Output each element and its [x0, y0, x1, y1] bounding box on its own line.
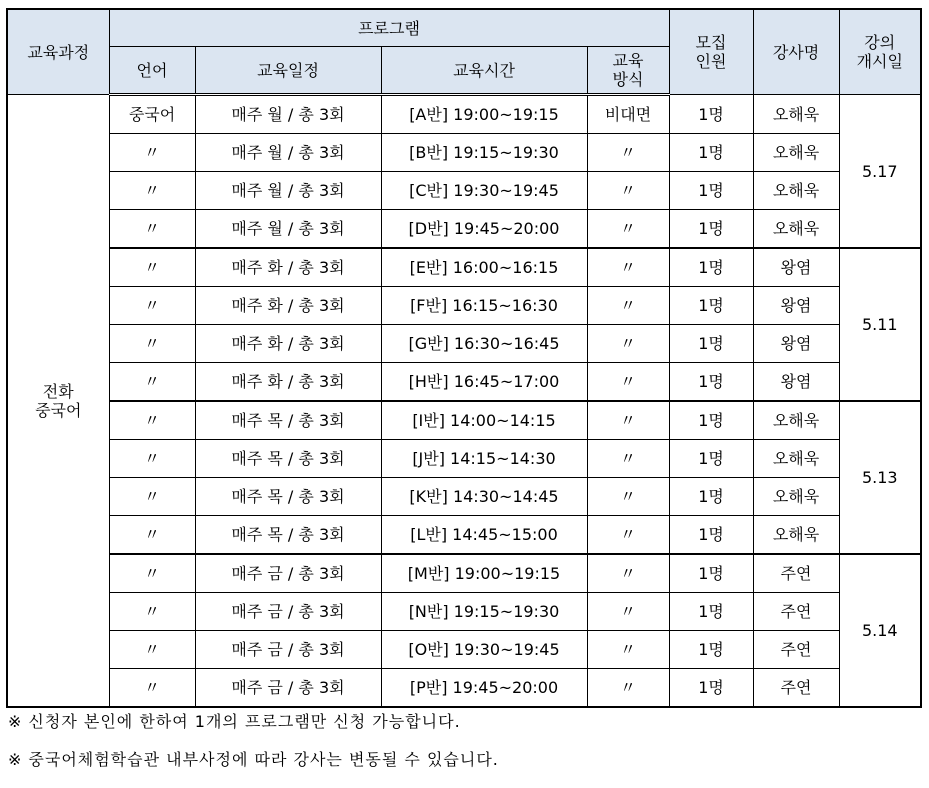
header-recruit-line1: 모집: [695, 33, 727, 52]
table-row: [7, 669, 921, 708]
note-text: 중국어체험학습관 내부사정에 따라 강사는 변동될 수 있습니다.: [28, 750, 499, 769]
cell-time: [O반] 19:30~19:45: [381, 631, 587, 669]
cell-language: 〃: [109, 325, 195, 363]
note-item: [8, 750, 923, 788]
cell-recruit: 1명: [669, 363, 753, 402]
cell-time: [D반] 19:45~20:00: [381, 210, 587, 249]
table-row: [7, 440, 921, 478]
table-row: [7, 478, 921, 516]
table-row: [7, 325, 921, 363]
cell-method: 〃: [587, 210, 669, 249]
cell-schedule: 매주 화 / 총 3회: [195, 287, 381, 325]
cell-language: 〃: [109, 593, 195, 631]
header-instructor: [753, 9, 839, 95]
cell-time: [K반] 14:30~14:45: [381, 478, 587, 516]
course-name-line2: 중국어: [35, 400, 82, 420]
header-method-line2: 방식: [612, 70, 644, 89]
cell-instructor: 오해욱: [753, 478, 839, 516]
cell-instructor: 왕염: [753, 248, 839, 287]
header-time: [381, 47, 587, 95]
cell-schedule: 매주 금 / 총 3회: [195, 631, 381, 669]
cell-recruit: 1명: [669, 210, 753, 249]
header-program-label: 프로그램: [358, 18, 420, 38]
cell-language: 〃: [109, 631, 195, 669]
cell-recruit: 1명: [669, 593, 753, 631]
header-start-date: [839, 9, 921, 95]
cell-instructor: 오해욱: [753, 516, 839, 555]
cell-time: [E반] 16:00~16:15: [381, 248, 587, 287]
header-instructor-label: 강사명: [772, 42, 820, 62]
cell-language: 〃: [109, 210, 195, 249]
table-header: [7, 9, 921, 95]
note-text: 신청자 본인에 한하여 1개의 프로그램만 신청 가능합니다.: [28, 712, 461, 731]
table-row: [7, 363, 921, 402]
cell-method: 〃: [587, 440, 669, 478]
cell-time: [M반] 19:00~19:15: [381, 554, 587, 593]
header-course: [7, 9, 109, 95]
note-mark: ※: [8, 750, 23, 769]
cell-language: 〃: [109, 440, 195, 478]
cell-time: [I반] 14:00~14:15: [381, 401, 587, 440]
cell-start-date: 5.17: [839, 95, 921, 249]
cell-time: [B반] 19:15~19:30: [381, 134, 587, 172]
cell-method: 〃: [587, 554, 669, 593]
cell-recruit: 1명: [669, 669, 753, 708]
notes: [8, 712, 923, 788]
cell-time: [N반] 19:15~19:30: [381, 593, 587, 631]
cell-method: 〃: [587, 287, 669, 325]
cell-method: 〃: [587, 478, 669, 516]
table-body: [7, 95, 921, 708]
cell-schedule: 매주 화 / 총 3회: [195, 363, 381, 402]
cell-instructor: 오해욱: [753, 210, 839, 249]
cell-language: 〃: [109, 134, 195, 172]
header-program: [109, 9, 669, 47]
cell-schedule: 매주 목 / 총 3회: [195, 516, 381, 555]
cell-method: 〃: [587, 363, 669, 402]
header-start-line2: 개시일: [856, 52, 903, 71]
cell-recruit: 1명: [669, 325, 753, 363]
cell-recruit: 1명: [669, 554, 753, 593]
cell-instructor: 주연: [753, 593, 839, 631]
cell-time: [F반] 16:15~16:30: [381, 287, 587, 325]
cell-time: [L반] 14:45~15:00: [381, 516, 587, 555]
cell-schedule: 매주 목 / 총 3회: [195, 478, 381, 516]
cell-start-date: 5.11: [839, 248, 921, 401]
table-row: [7, 593, 921, 631]
cell-instructor: 주연: [753, 554, 839, 593]
cell-language: 〃: [109, 669, 195, 708]
cell-method: 〃: [587, 172, 669, 210]
cell-recruit: 1명: [669, 631, 753, 669]
cell-recruit: 1명: [669, 401, 753, 440]
header-course-label: 교육과정: [27, 42, 90, 62]
cell-recruit: 1명: [669, 172, 753, 210]
header-schedule: [195, 47, 381, 95]
cell-instructor: 왕염: [753, 325, 839, 363]
cell-instructor: 오해욱: [753, 172, 839, 210]
cell-language: 〃: [109, 172, 195, 210]
course-name-cell: [7, 95, 109, 708]
cell-schedule: 매주 금 / 총 3회: [195, 669, 381, 708]
cell-language: 〃: [109, 287, 195, 325]
cell-schedule: 매주 월 / 총 3회: [195, 134, 381, 172]
cell-schedule: 매주 금 / 총 3회: [195, 593, 381, 631]
cell-language: 〃: [109, 478, 195, 516]
cell-time: [H반] 16:45~17:00: [381, 363, 587, 402]
cell-recruit: 1명: [669, 478, 753, 516]
header-method-line1: 교육: [612, 51, 644, 70]
cell-instructor: 오해욱: [753, 440, 839, 478]
cell-instructor: 오해욱: [753, 401, 839, 440]
cell-method: 〃: [587, 593, 669, 631]
cell-instructor: 오해욱: [753, 95, 839, 134]
cell-schedule: 매주 목 / 총 3회: [195, 440, 381, 478]
cell-time: [P반] 19:45~20:00: [381, 669, 587, 708]
cell-start-date: 5.14: [839, 554, 921, 707]
table-row: [7, 210, 921, 249]
cell-language: 〃: [109, 516, 195, 555]
cell-recruit: 1명: [669, 95, 753, 134]
header-language: [109, 47, 195, 95]
cell-schedule: 매주 화 / 총 3회: [195, 248, 381, 287]
header-method: [587, 47, 669, 95]
table-row: [7, 172, 921, 210]
table-row: [7, 631, 921, 669]
cell-method: 〃: [587, 516, 669, 555]
table-row: [7, 516, 921, 555]
cell-language: 〃: [109, 554, 195, 593]
cell-instructor: 주연: [753, 631, 839, 669]
note-mark: ※: [8, 712, 23, 731]
cell-method: 〃: [587, 325, 669, 363]
note-item: [8, 712, 923, 750]
schedule-table: [6, 8, 922, 708]
cell-time: [J반] 14:15~14:30: [381, 440, 587, 478]
header-start-line1: 강의: [864, 33, 896, 52]
header-time-label: 교육시간: [453, 60, 515, 80]
cell-time: [G반] 16:30~16:45: [381, 325, 587, 363]
cell-instructor: 주연: [753, 669, 839, 708]
cell-method: 〃: [587, 134, 669, 172]
cell-recruit: 1명: [669, 134, 753, 172]
cell-method: 〃: [587, 669, 669, 708]
course-name-line1: 전화: [42, 381, 74, 401]
cell-language: 〃: [109, 248, 195, 287]
cell-time: [A반] 19:00~19:15: [381, 95, 587, 134]
cell-schedule: 매주 월 / 총 3회: [195, 172, 381, 210]
table-row: [7, 248, 921, 287]
cell-time: [C반] 19:30~19:45: [381, 172, 587, 210]
cell-schedule: 매주 화 / 총 3회: [195, 325, 381, 363]
cell-recruit: 1명: [669, 516, 753, 555]
cell-schedule: 매주 금 / 총 3회: [195, 554, 381, 593]
header-schedule-label: 교육일정: [257, 60, 319, 80]
cell-schedule: 매주 목 / 총 3회: [195, 401, 381, 440]
cell-method: 〃: [587, 248, 669, 287]
cell-schedule: 매주 월 / 총 3회: [195, 210, 381, 249]
cell-language: 중국어: [109, 95, 195, 134]
cell-start-date: 5.13: [839, 401, 921, 554]
header-recruit: [669, 9, 753, 95]
table-row: [7, 401, 921, 440]
cell-language: 〃: [109, 363, 195, 402]
cell-language: 〃: [109, 401, 195, 440]
header-recruit-line2: 인원: [695, 52, 727, 71]
table-row: [7, 287, 921, 325]
cell-instructor: 왕염: [753, 287, 839, 325]
table-row: [7, 95, 921, 134]
cell-recruit: 1명: [669, 248, 753, 287]
cell-schedule: 매주 월 / 총 3회: [195, 95, 381, 134]
table-row: [7, 134, 921, 172]
cell-recruit: 1명: [669, 287, 753, 325]
cell-method: 〃: [587, 401, 669, 440]
cell-method: 비대면: [587, 95, 669, 134]
cell-method: 〃: [587, 631, 669, 669]
cell-recruit: 1명: [669, 440, 753, 478]
table-row: [7, 554, 921, 593]
cell-instructor: 왕염: [753, 363, 839, 402]
cell-instructor: 오해욱: [753, 134, 839, 172]
header-language-label: 언어: [136, 60, 168, 80]
